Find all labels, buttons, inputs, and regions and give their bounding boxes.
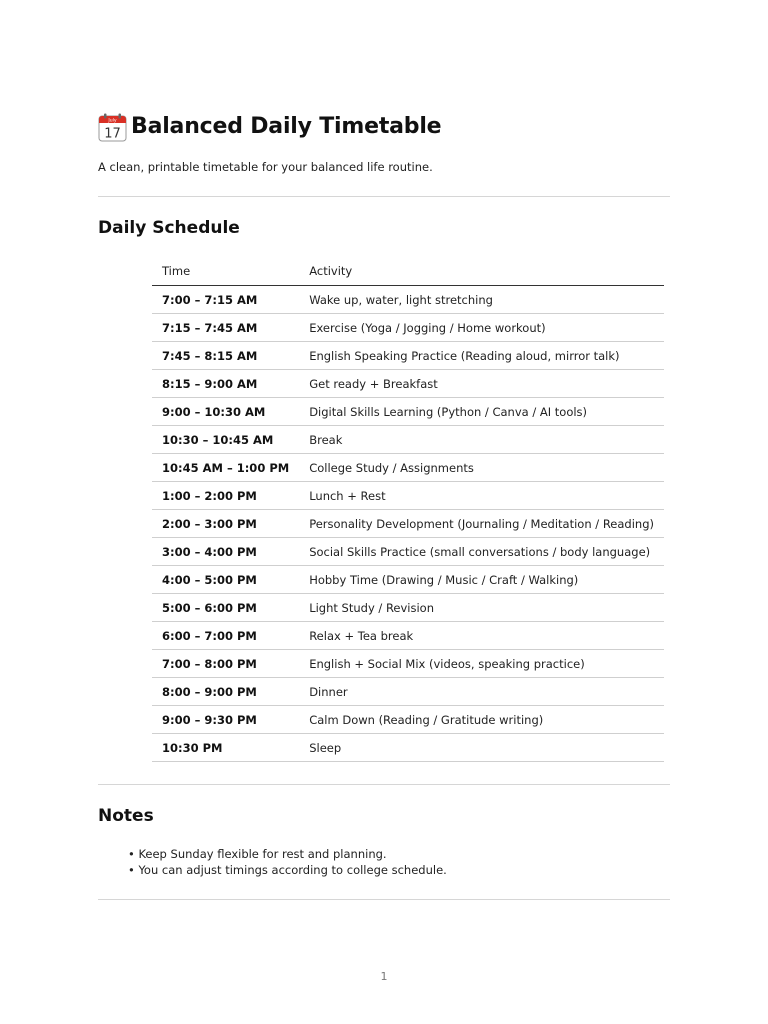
table-row: [152, 286, 664, 314]
activity-cell: Calm Down (Reading / Gratitude writing): [299, 706, 664, 734]
calendar-icon: [98, 113, 127, 142]
activity-cell: Dinner: [299, 678, 664, 706]
time-cell: 7:00 – 7:15 AM: [152, 286, 299, 314]
activity-cell: Personality Development (Journaling / Meditation / Reading): [299, 510, 664, 538]
table-row: [152, 678, 664, 706]
time-cell: 4:00 – 5:00 PM: [152, 566, 299, 594]
table-row: [152, 482, 664, 510]
page-title: [98, 108, 441, 144]
time-cell: 3:00 – 4:00 PM: [152, 538, 299, 566]
notes-heading: Notes: [98, 806, 154, 826]
activity-cell: Hobby Time (Drawing / Music / Craft / Walking): [299, 566, 664, 594]
time-cell: 9:00 – 9:30 PM: [152, 706, 299, 734]
activity-cell: English Speaking Practice (Reading aloud, mirror talk): [299, 342, 664, 370]
table-row: [152, 510, 664, 538]
table-row: [152, 622, 664, 650]
time-cell: 10:30 – 10:45 AM: [152, 426, 299, 454]
activity-cell: Exercise (Yoga / Jogging / Home workout): [299, 314, 664, 342]
divider: [98, 899, 670, 900]
time-cell: 10:30 PM: [152, 734, 299, 762]
table-row: [152, 454, 664, 482]
table-row: [152, 594, 664, 622]
time-cell: 2:00 – 3:00 PM: [152, 510, 299, 538]
table-header-row: [152, 257, 664, 286]
table-row: [152, 398, 664, 426]
time-cell: 10:45 AM – 1:00 PM: [152, 454, 299, 482]
time-cell: 9:00 – 10:30 AM: [152, 398, 299, 426]
activity-cell: Social Skills Practice (small conversations / body language): [299, 538, 664, 566]
activity-cell: Get ready + Breakfast: [299, 370, 664, 398]
page-title-text: Balanced Daily Timetable: [131, 113, 442, 139]
activity-cell: Sleep: [299, 734, 664, 762]
activity-cell: Light Study / Revision: [299, 594, 664, 622]
schedule-heading: Daily Schedule: [98, 218, 240, 238]
table-row: [152, 370, 664, 398]
calendar-day-label: 17: [104, 126, 121, 141]
time-cell: 5:00 – 6:00 PM: [152, 594, 299, 622]
activity-cell: Lunch + Rest: [299, 482, 664, 510]
time-cell: 8:00 – 9:00 PM: [152, 678, 299, 706]
table-row: [152, 342, 664, 370]
time-cell: 6:00 – 7:00 PM: [152, 622, 299, 650]
table-row: [152, 566, 664, 594]
time-cell: 1:00 – 2:00 PM: [152, 482, 299, 510]
list-item: • You can adjust timings according to college schedule.: [128, 863, 447, 877]
activity-cell: College Study / Assignments: [299, 454, 664, 482]
activity-cell: English + Social Mix (videos, speaking practice): [299, 650, 664, 678]
time-cell: 7:00 – 8:00 PM: [152, 650, 299, 678]
table-row: [152, 734, 664, 762]
table-row: [152, 706, 664, 734]
column-header-activity: Activity: [299, 257, 664, 286]
divider: [98, 784, 670, 785]
divider: [98, 196, 670, 197]
column-header-time: Time: [152, 257, 299, 286]
table-row: [152, 538, 664, 566]
calendar-month-label: July: [108, 118, 117, 124]
schedule-table: [152, 257, 664, 762]
notes-list: [128, 846, 447, 878]
activity-cell: Wake up, water, light stretching: [299, 286, 664, 314]
table-row: [152, 314, 664, 342]
activity-cell: Break: [299, 426, 664, 454]
page-number: 1: [380, 970, 388, 983]
time-cell: 8:15 – 9:00 AM: [152, 370, 299, 398]
table-row: [152, 426, 664, 454]
time-cell: 7:45 – 8:15 AM: [152, 342, 299, 370]
activity-cell: Digital Skills Learning (Python / Canva / AI tools): [299, 398, 664, 426]
time-cell: 7:15 – 7:45 AM: [152, 314, 299, 342]
page-subtitle: A clean, printable timetable for your balanced life routine.: [98, 160, 433, 174]
table-row: [152, 650, 664, 678]
activity-cell: Relax + Tea break: [299, 622, 664, 650]
list-item: • Keep Sunday flexible for rest and planning.: [128, 847, 387, 861]
